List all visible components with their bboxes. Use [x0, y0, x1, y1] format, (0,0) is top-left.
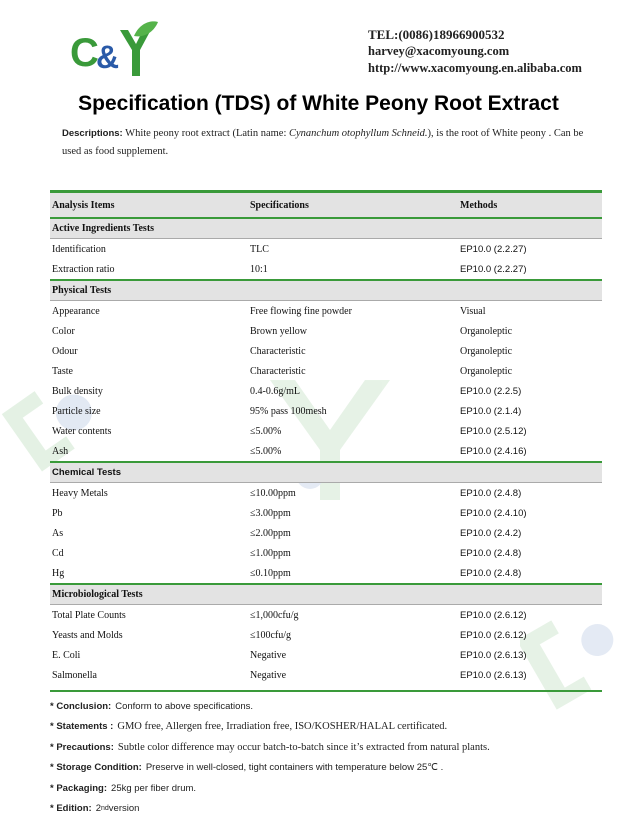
- cell-method: Visual: [460, 305, 486, 317]
- website-link[interactable]: http://www.xacomyoung.en.alibaba.com: [368, 61, 582, 75]
- section-title: Microbiological Tests: [52, 589, 143, 600]
- description-text-2: ), is the root of White peony . Can be used as food supplement.: [62, 128, 584, 157]
- table-row: [50, 543, 602, 563]
- email-link[interactable]: harvey@xacomyoung.com: [368, 44, 510, 58]
- note-text: GMO free, Allergen free, Irradiation free, ISO/KOSHER/HALAL certificated.: [117, 721, 448, 733]
- svg-text:C: C: [70, 31, 99, 75]
- cell-item: Hg: [52, 567, 65, 579]
- section-title: Active Ingredients Tests: [52, 223, 155, 234]
- note-packaging: [50, 778, 610, 799]
- note-label: * Edition:: [50, 803, 92, 815]
- cell-method: EP10.0 (2.4.16): [460, 445, 527, 457]
- cell-spec: Negative: [250, 669, 287, 681]
- phone-number: TEL:(0086)18966900532: [368, 27, 505, 42]
- cell-method: EP10.0 (2.4.8): [460, 547, 522, 559]
- note-edition: [50, 799, 610, 820]
- header-specifications: Specifications: [250, 199, 309, 211]
- table-row: [50, 341, 602, 361]
- note-label: * Precautions:: [50, 741, 114, 753]
- cell-spec: Free flowing fine powder: [250, 305, 352, 317]
- note-label: * Storage Condition:: [50, 762, 142, 774]
- cell-spec: 0.4-0.6g/mL: [250, 385, 300, 397]
- cell-item: Color: [52, 325, 75, 337]
- cell-method: EP10.0 (2.2.5): [460, 385, 522, 397]
- cell-spec: ≤5.00%: [250, 445, 282, 457]
- cell-method: EP10.0 (2.2.27): [460, 243, 527, 255]
- note-label: * Statements :: [50, 721, 114, 733]
- cell-spec: ≤3.00ppm: [250, 507, 291, 519]
- cell-spec: ≤5.00%: [250, 425, 282, 437]
- cell-method: EP10.0 (2.5.12): [460, 425, 527, 437]
- header-methods: Methods: [460, 199, 498, 211]
- table-row: [50, 645, 602, 665]
- table-row: [50, 401, 602, 421]
- description-text-1: White peony root extract (Latin name:: [122, 128, 290, 139]
- section-title: Physical Tests: [52, 285, 112, 296]
- edition-number: 2: [95, 803, 101, 815]
- svg-text:&: &: [96, 39, 120, 75]
- cell-item: Identification: [52, 243, 106, 255]
- cell-method: EP10.0 (2.6.13): [460, 649, 527, 661]
- note-text: Conform to above specifications.: [115, 700, 254, 712]
- notes-top-rule: [50, 690, 602, 692]
- cell-spec: ≤100cfu/g: [250, 629, 292, 641]
- cell-method: EP10.0 (2.6.13): [460, 669, 527, 681]
- cell-spec: Brown yellow: [250, 325, 307, 337]
- cell-method: EP10.0 (2.2.27): [460, 263, 527, 275]
- table-row: [50, 503, 602, 523]
- note-precautions: [50, 737, 610, 758]
- table-row: [50, 259, 602, 279]
- cell-item: Pb: [52, 507, 63, 519]
- cell-item: E. Coli: [52, 649, 81, 661]
- cell-item: Appearance: [52, 305, 100, 317]
- cell-item: Heavy Metals: [52, 487, 108, 499]
- table-row: [50, 483, 602, 503]
- table-row: [50, 381, 602, 401]
- cell-method: EP10.0 (2.4.8): [460, 487, 522, 499]
- cell-spec: ≤0.10ppm: [250, 567, 291, 579]
- cell-item: Yeasts and Molds: [52, 629, 123, 641]
- cell-method: Organoleptic: [460, 325, 513, 337]
- cell-item: Ash: [52, 445, 69, 457]
- note-storage: [50, 758, 610, 779]
- note-text: Subtle color difference may occur batch-to-batch since it’s extracted from natural plants.: [117, 741, 490, 753]
- note-text: Preserve in well-closed, tight containers with temperature below 25℃ .: [145, 762, 444, 774]
- table-row: [50, 563, 602, 583]
- cell-method: EP10.0 (2.4.8): [460, 567, 522, 579]
- note-label: * Conclusion:: [50, 700, 112, 712]
- section-active-ingredients: [50, 217, 602, 239]
- cell-item: Total Plate Counts: [52, 609, 126, 621]
- table-header-row: [50, 193, 602, 217]
- table-row: [50, 605, 602, 625]
- cell-spec: ≤1.00ppm: [250, 547, 291, 559]
- table-row: [50, 239, 602, 259]
- company-logo: [68, 18, 160, 80]
- table-row: [50, 665, 602, 685]
- section-microbiological-tests: [50, 583, 602, 605]
- cell-item: Extraction ratio: [52, 263, 115, 275]
- table-row: [50, 361, 602, 381]
- table-row: [50, 625, 602, 645]
- description: [62, 125, 602, 161]
- section-chemical-tests: [50, 461, 602, 483]
- cell-spec: ≤10.00ppm: [250, 487, 296, 499]
- cell-method: EP10.0 (2.6.12): [460, 609, 527, 621]
- note-label: * Packaging:: [50, 782, 108, 794]
- cell-method: EP10.0 (2.1.4): [460, 405, 522, 417]
- note-conclusion: [50, 696, 610, 717]
- cell-item: As: [52, 527, 64, 539]
- cell-spec: Negative: [250, 649, 287, 661]
- cell-item: Particle size: [52, 405, 101, 417]
- table-row: [50, 421, 602, 441]
- note-statements: [50, 717, 610, 738]
- cell-spec: ≤2.00ppm: [250, 527, 291, 539]
- document-title: Specification (TDS) of White Peony Root Extract: [78, 92, 559, 115]
- cell-item: Cd: [52, 547, 64, 559]
- section-physical-tests: [50, 279, 602, 301]
- notes-block: [50, 690, 610, 819]
- cell-method: Organoleptic: [460, 345, 513, 357]
- table-row: [50, 523, 602, 543]
- note-text: version: [108, 803, 140, 815]
- section-title: Chemical Tests: [52, 467, 121, 478]
- table-row: [50, 321, 602, 341]
- contact-block: [368, 26, 582, 77]
- cell-method: EP10.0 (2.4.2): [460, 527, 522, 539]
- cell-spec: ≤1,000cfu/g: [250, 609, 299, 621]
- description-label: Descriptions:: [62, 128, 123, 139]
- cell-spec: 10:1: [250, 263, 268, 275]
- cell-method: EP10.0 (2.4.10): [460, 507, 527, 519]
- cell-method: Organoleptic: [460, 365, 513, 377]
- cell-spec: Characteristic: [250, 345, 306, 357]
- cell-method: EP10.0 (2.6.12): [460, 629, 527, 641]
- note-text: 25kg per fiber drum.: [111, 782, 197, 794]
- cell-spec: TLC: [250, 243, 269, 255]
- header-analysis-items: Analysis Items: [52, 199, 115, 211]
- specification-table: [50, 190, 602, 685]
- edition-ordinal: nd: [101, 805, 109, 813]
- table-row: [50, 301, 602, 321]
- table-row: [50, 441, 602, 461]
- cell-spec: Characteristic: [250, 365, 306, 377]
- cell-item: Taste: [52, 365, 73, 377]
- cell-item: Water contents: [52, 425, 112, 437]
- cell-item: Odour: [52, 345, 78, 357]
- latin-name: Cynanchum otophyllum Schneid.: [289, 128, 428, 139]
- cell-item: Salmonella: [52, 669, 97, 681]
- cell-spec: 95% pass 100mesh: [250, 405, 327, 417]
- cell-item: Bulk density: [52, 385, 103, 397]
